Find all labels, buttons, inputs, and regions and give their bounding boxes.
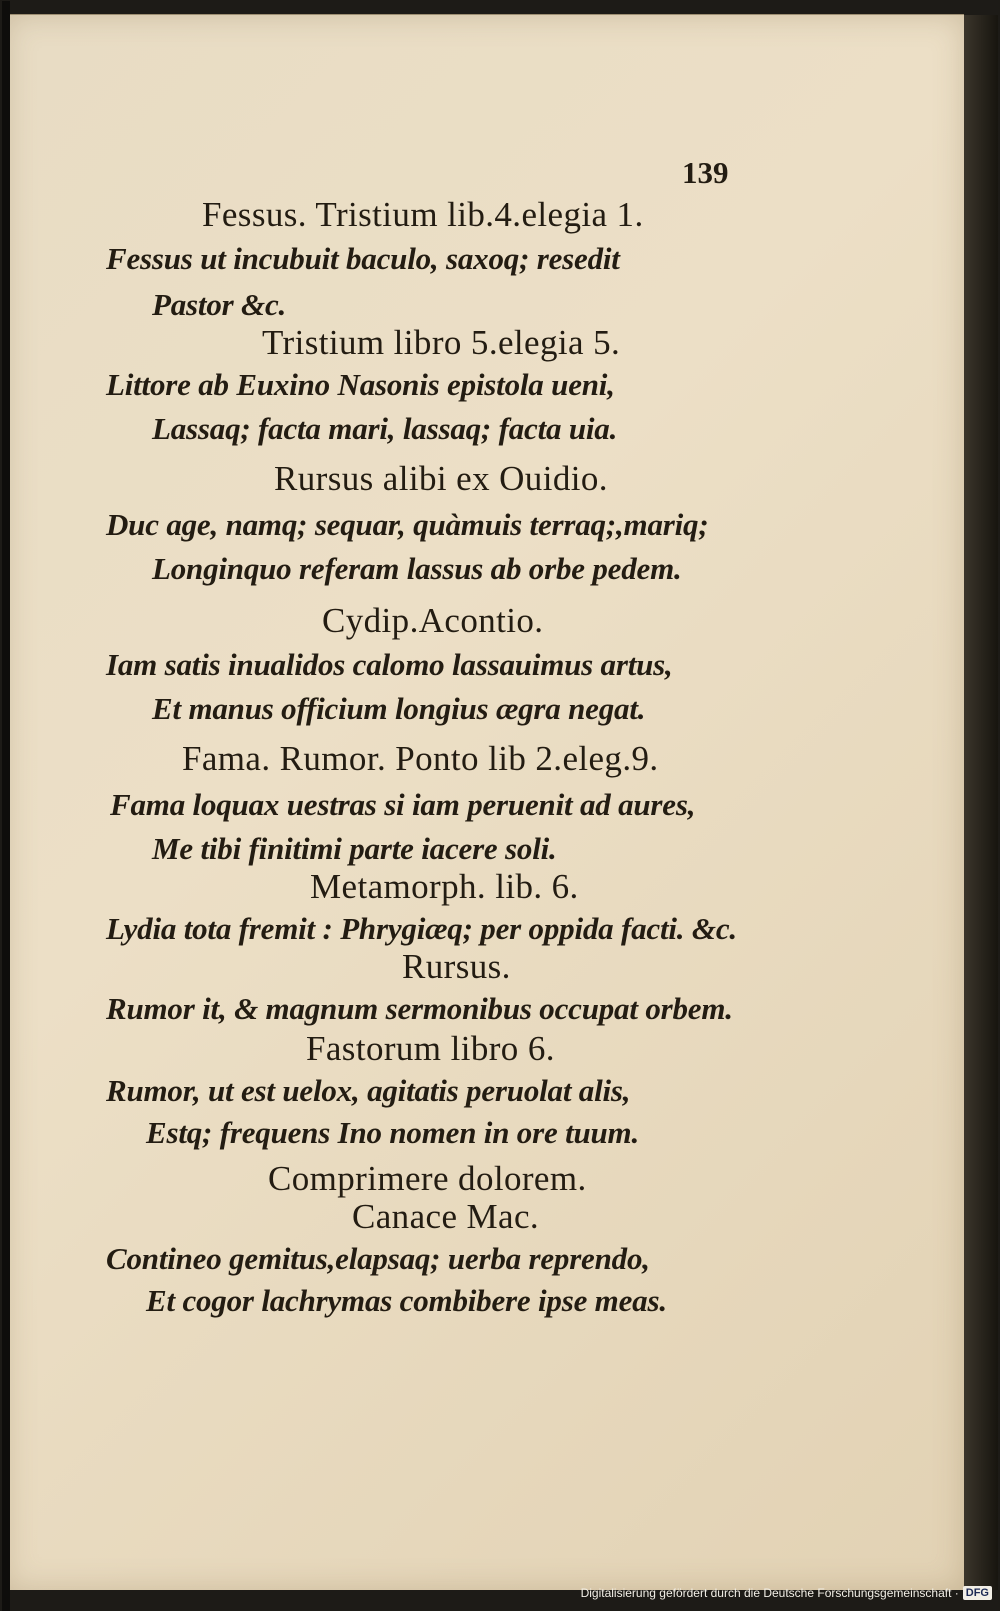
heading: Cydip.Acontio. bbox=[322, 601, 544, 640]
verse-line: Contineo gemitus,elapsaq; uerba reprendo, bbox=[106, 1241, 650, 1276]
page-number: 139 bbox=[682, 155, 729, 190]
heading: Tristium libro 5.elegia 5. bbox=[262, 323, 621, 362]
book-page bbox=[4, 14, 964, 1590]
page-gutter bbox=[2, 1, 10, 1611]
verse-line: Longinquo referam lassus ab orbe pedem. bbox=[152, 551, 682, 586]
heading: Rursus. bbox=[402, 947, 511, 986]
heading: Rursus alibi ex Ouidio. bbox=[274, 459, 608, 498]
verse-line: Duc age, namq; sequar, quàmuis terraq;,mariq; bbox=[106, 507, 709, 542]
verse-line: Rumor, ut est uelox, agitatis peruolat alis, bbox=[106, 1073, 631, 1108]
heading: Canace Mac. bbox=[352, 1197, 540, 1236]
heading: Metamorph. lib. 6. bbox=[310, 867, 579, 906]
verse-line: Lydia tota fremit : Phrygiæq; per oppida facti. &c. bbox=[106, 911, 737, 946]
verse-line: Fessus ut incubuit baculo, saxoq; resedit bbox=[106, 241, 620, 276]
heading: Fastorum libro 6. bbox=[306, 1029, 555, 1068]
credit-text: Digitalisierung gefördert durch die Deutsche Forschungsgemeinschaft · bbox=[580, 1586, 959, 1600]
verse-line: Lassaq; facta mari, lassaq; facta uia. bbox=[152, 411, 618, 446]
digitization-credit bbox=[581, 1582, 992, 1604]
verse-line: Et manus officium longius ægra negat. bbox=[152, 691, 646, 726]
verse-line: Rumor it, & magnum sermonibus occupat orbem. bbox=[106, 991, 733, 1026]
verse-line: Fama loquax uestras si iam peruenit ad aures, bbox=[110, 787, 696, 822]
verse-line: Et cogor lachrymas combibere ipse meas. bbox=[146, 1283, 667, 1318]
book-edge-shadow bbox=[964, 15, 998, 1590]
verse-line: Estq; frequens Ino nomen in ore tuum. bbox=[146, 1115, 640, 1150]
heading-fessus: Fessus. Tristium lib.4.elegia 1. bbox=[202, 195, 644, 234]
verse-line: Pastor &c. bbox=[152, 287, 287, 322]
verse-line: Littore ab Euxino Nasonis epistola ueni, bbox=[106, 367, 615, 402]
heading-comprimere: Comprimere dolorem. bbox=[268, 1159, 587, 1198]
heading-fama-rumor: Fama. Rumor. Ponto lib 2.eleg.9. bbox=[182, 739, 659, 778]
verse-line: Iam satis inualidos calomo lassauimus artus, bbox=[106, 647, 673, 682]
dfg-logo: DFG bbox=[963, 1586, 992, 1600]
verse-line: Me tibi finitimi parte iacere soli. bbox=[152, 831, 557, 866]
